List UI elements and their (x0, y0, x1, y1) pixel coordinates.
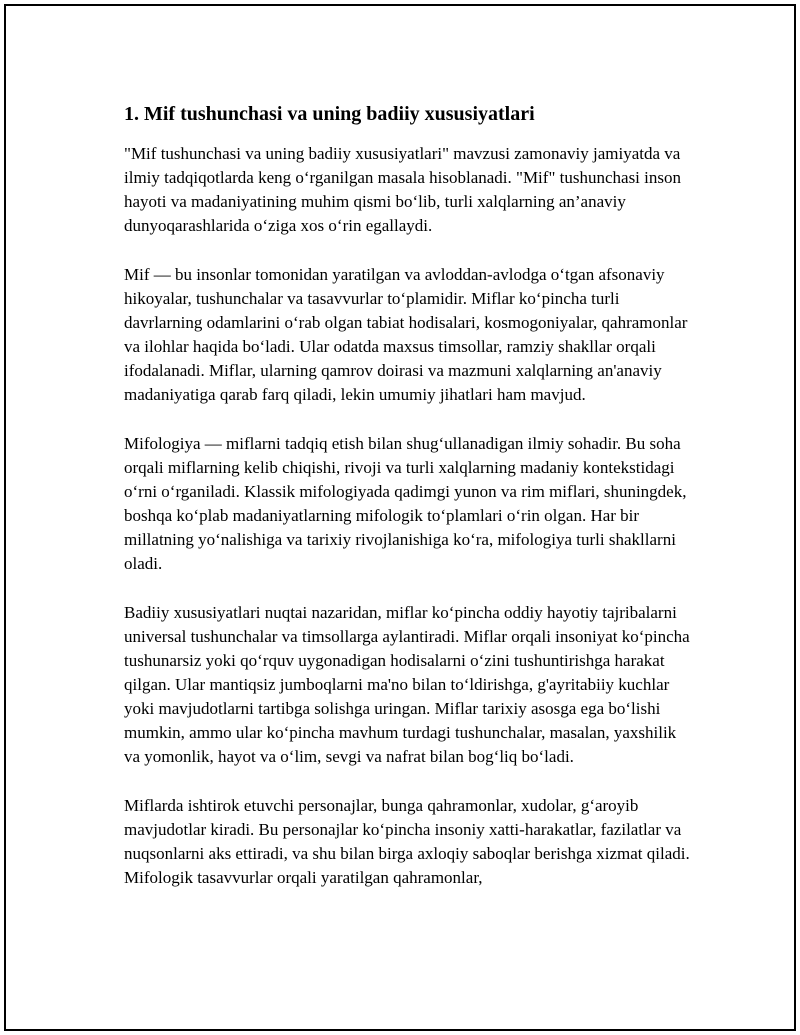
paragraph: Mifologiya — miflarni tadqiq etish bilan shug‘ullanadigan ilmiy sohadir. Bu soha orqali miflarning kelib chiqishi, rivoji va turli xalqlarning madaniy kontekstidagi o‘rni o‘rganiladi. Klassik mifologiyada qadimgi yunon va rim miflari, shuningdek, boshqa ko‘plab madaniyatlarning mifologik to‘plamlari o‘rin olgan. Har bir millatning yo‘nalishiga va tarixiy rivojlanishiga ko‘ra, mifologiya turli shakllarni oladi. (124, 434, 687, 573)
paragraph: "Mif tushunchasi va uning badiiy xususiyatlari" mavzusi zamonaviy jamiyatda va ilmiy tadqiqotlarda keng o‘rganilgan masala hisoblanadi. "Mif" tushunchasi inson hayoti va madaniyatining muhim qismi bo‘lib, turli xalqlarning an’anaviy dunyoqarashlarida o‘ziga xos o‘rin egallaydi. (124, 144, 681, 235)
section-heading: 1. Mif tushunchasi va uning badiiy xususiyatlari (124, 103, 535, 125)
paragraph: Miflarda ishtirok etuvchi personajlar, bunga qahramonlar, xudolar, g‘aroyib mavjudotlar kiradi. Bu personajlar ko‘pincha insoniy xatti-harakatlar, fazilatlar va nuqsonlarni aks ettiradi, va shu bilan birga axloqiy saboqlar berishga xizmat qiladi. Mifologik tasavvurlar orqali yaratilgan qahramonlar, (124, 796, 690, 887)
page-frame (4, 4, 796, 1031)
paragraph: Badiiy xususiyatlari nuqtai nazaridan, miflar ko‘pincha oddiy hayotiy tajribalarni universal tushunchalar va timsollarga aylantiradi. Miflar orqali insoniyat ko‘pincha tushunarsiz yoki qo‘rquv uygonadigan hodisalarni o‘zini tushuntirishga harakat qilgan. Ular mantiqsiz jumboqlarni ma'no bilan to‘ldirishga, g'ayritabiiy kuchlar yoki mavjudotlarni tartibga solishga uringan. Miflar tarixiy asosga ega bo‘lishi mumkin, ammo ular ko‘pincha mavhum turdagi tushunchalar, masalan, yaxshilik va yomonlik, hayot va o‘lim, sevgi va nafrat bilan bog‘liq bo‘ladi. (124, 603, 690, 766)
document-body (124, 100, 696, 915)
paragraph: Mif — bu insonlar tomonidan yaratilgan va avloddan-avlodga o‘tgan afsonaviy hikoyalar, tushunchalar va tasavvurlar to‘plamidir. Miflar ko‘pincha turli davrlarning odamlarini o‘rab olgan tabiat hodisalari, kosmogoniyalar, qahramonlar va ilohlar haqida bo‘ladi. Ular odatda maxsus timsollar, ramziy shakllar orqali ifodalanadi. Miflar, ularning qamrov doirasi va mazmuni xalqlarning an'anaviy madaniyatiga qarab farq qiladi, lekin umumiy jihatlari ham mavjud. (124, 265, 688, 404)
